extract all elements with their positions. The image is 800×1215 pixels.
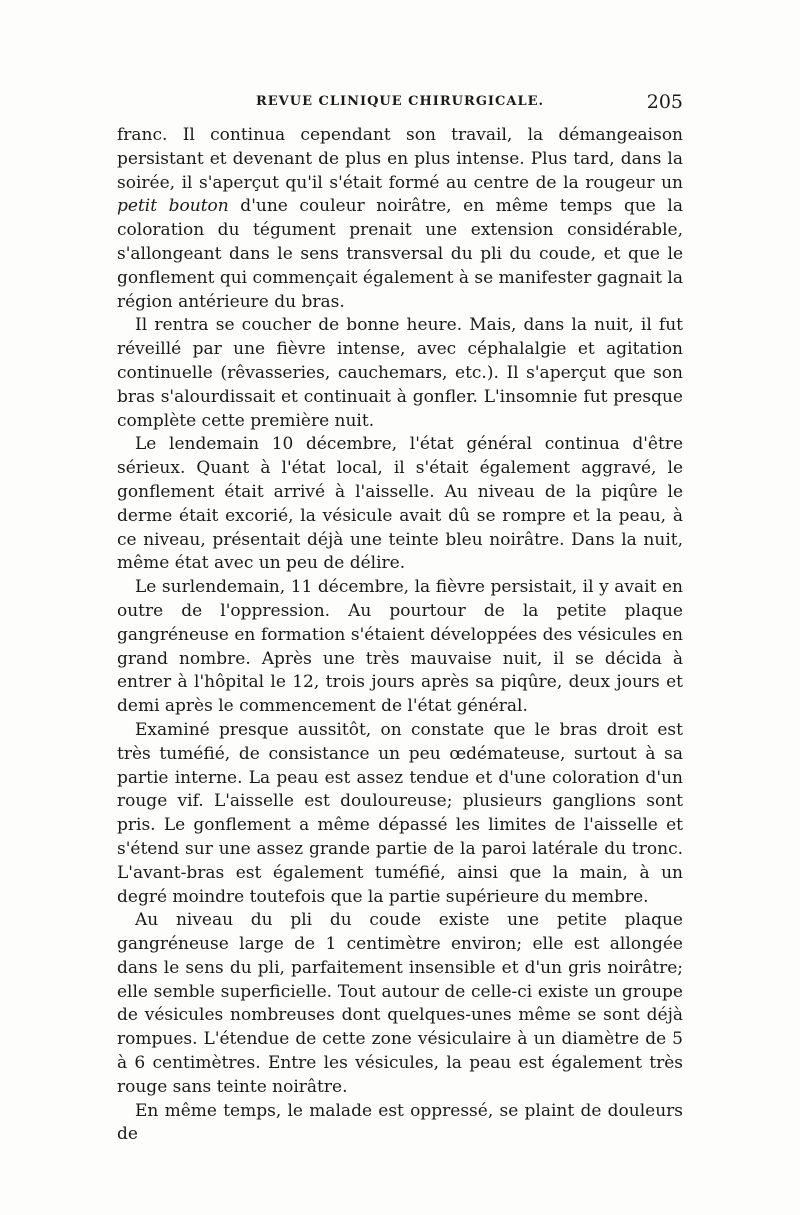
paragraph-3: Le lendemain 10 décembre, l'état général continua d'être sérieux. Quant à l'état local, il s'était également aggravé, le gonflement était arrivé à l'aisselle. Au niveau de la piqûre le derme était excorié, la vésicule avait dû se rompre et la peau, à ce niveau, présentait déjà une teinte bleu noirâtre. Dans la nuit, même état avec un peu de délire. <box>117 434 683 574</box>
page-number: 205 <box>646 91 683 113</box>
paragraph-1 <box>117 124 683 314</box>
paragraph-7: En même temps, le malade est oppressé, se plaint de douleurs de <box>117 1100 683 1145</box>
paragraph-1-before: franc. Il continua cependant son travail, la démangeaison persistant et devenant de plus en plus intense. Plus tard, dans la soirée, il s'aperçut qu'il s'était formé au centre de la rougeur un <box>117 125 683 193</box>
paragraph-1-after: d'une couleur noirâtre, en même temps que la coloration du tégument prenait une extension considérable, s'allongeant dans le sens transversal du pli du coude, et que le gonflement qui commençait également à se manifester gagnait la région antérieure du bras. <box>117 196 683 312</box>
paragraph-5: Examiné presque aussitôt, on constate que le bras droit est très tuméfié, de consistance un peu œdémateuse, surtout à sa partie interne. La peau est assez tendue et d'une coloration d'un rouge vif. L'aisselle est douloureuse; plusieurs ganglions sont pris. Le gonflement a même dépassé les limites de l'aisselle et s'étend sur une assez grande partie de la paroi latérale du tronc. L'avant-bras est également tuméfié, ainsi que la main, à un degré moindre toutefois que la partie supérieure du membre. <box>117 719 683 907</box>
paragraph-4: Le surlendemain, 11 décembre, la fièvre persistait, il y avait en outre de l'oppression. Au pourtour de la petite plaque gangréneuse en formation s'étaient développées des vésicules en grand nombre. Après une très mauvaise nuit, il se décida à entrer à l'hôpital le 12, trois jours après sa piqûre, deux jours et demi après le commencement de l'état général. <box>117 577 683 717</box>
running-title: REVUE CLINIQUE CHIRURGICALE. <box>255 94 545 109</box>
body-text <box>117 124 683 1147</box>
paragraph-6: Au niveau du pli du coude existe une petite plaque gangréneuse large de 1 centimètre environ; elle est allongée dans le sens du pli, parfaitement insensible et d'un gris noirâtre; elle semble superficielle. Tout autour de celle-ci existe un groupe de vésicules nombreuses dont quelques-unes même se sont déjà rompues. L'étendue de cette zone vésiculaire à un diamètre de 5 à 6 centimètres. Entre les vésicules, la peau est également très rouge sans teinte noirâtre. <box>117 910 683 1097</box>
paragraph-2: Il rentra se coucher de bonne heure. Mais, dans la nuit, il fut réveillé par une fièvre intense, avec céphalalgie et agitation continuelle (rêvasseries, cauchemars, etc.). Il s'aperçut que son bras s'alourdissait et continuait à gonfler. L'insomnie fut presque complète cette première nuit. <box>117 315 683 431</box>
paragraph-1-emphasis: petit bouton <box>117 196 229 217</box>
running-head <box>117 91 683 116</box>
